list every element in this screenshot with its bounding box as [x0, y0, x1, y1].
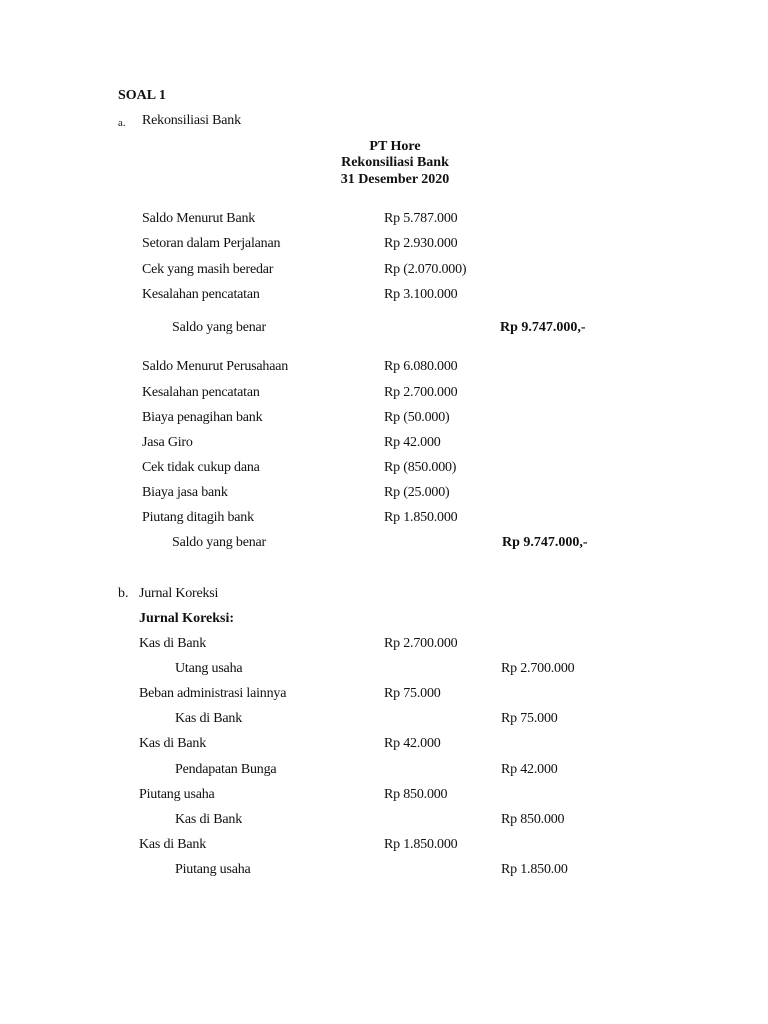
- journal-credit-account: Kas di Bank: [175, 812, 243, 827]
- company-row-amount: Rp 6.080.000: [384, 359, 458, 374]
- bank-row-label: Kesalahan pencatatan: [142, 287, 260, 302]
- journal-debit-amount: Rp 1.850.000: [384, 837, 458, 852]
- company-row-amount: Rp 42.000: [384, 435, 441, 450]
- journal-debit-amount: Rp 42.000: [384, 736, 441, 751]
- company-row-amount: Rp (850.000): [384, 460, 457, 475]
- journal-debit-account: Kas di Bank: [139, 736, 207, 751]
- journal-credit-amount: Rp 2.700.000: [501, 661, 575, 676]
- journal-debit-account: Kas di Bank: [139, 636, 207, 651]
- company-row-label: Jasa Giro: [142, 435, 193, 450]
- company-total-amount: Rp 9.747.000,-: [502, 535, 588, 550]
- bank-total-label: Saldo yang benar: [172, 320, 266, 335]
- company-row-label: Biaya jasa bank: [142, 485, 228, 500]
- company-row-amount: Rp (50.000): [384, 410, 450, 425]
- journal-debit-amount: Rp 850.000: [384, 787, 448, 802]
- section-b-title: Jurnal Koreksi: [139, 586, 219, 601]
- journal-debit-account: Beban administrasi lainnya: [139, 686, 287, 701]
- heading: SOAL 1: [118, 88, 166, 103]
- report-date: 31 Desember 2020: [340, 172, 450, 187]
- bank-row-label: Setoran dalam Perjalanan: [142, 236, 281, 251]
- journal-credit-amount: Rp 850.000: [501, 812, 565, 827]
- journal-credit-amount: Rp 1.850.00: [501, 862, 568, 877]
- company-row-label: Saldo Menurut Perusahaan: [142, 359, 289, 374]
- company-row-label: Kesalahan pencatatan: [142, 385, 260, 400]
- company-row-label: Biaya penagihan bank: [142, 410, 263, 425]
- company-total-label: Saldo yang benar: [172, 535, 266, 550]
- journal-subtitle: Jurnal Koreksi:: [139, 611, 235, 626]
- bank-row-amount: Rp 2.930.000: [384, 236, 458, 251]
- report-title: Rekonsiliasi Bank: [341, 155, 449, 170]
- journal-debit-amount: Rp 75.000: [384, 686, 441, 701]
- journal-debit-account: Piutang usaha: [139, 787, 215, 802]
- journal-credit-amount: Rp 42.000: [501, 762, 558, 777]
- bank-row-amount: Rp (2.070.000): [384, 262, 467, 277]
- company-row-amount: Rp (25.000): [384, 485, 450, 500]
- section-b-marker: b.: [118, 586, 129, 601]
- journal-credit-account: Pendapatan Bunga: [175, 762, 277, 777]
- bank-total-amount: Rp 9.747.000,-: [500, 320, 586, 335]
- bank-row-amount: Rp 5.787.000: [384, 211, 458, 226]
- journal-credit-account: Kas di Bank: [175, 711, 243, 726]
- company-row-label: Piutang ditagih bank: [142, 510, 254, 525]
- section-a-title: Rekonsiliasi Bank: [142, 113, 241, 128]
- journal-debit-amount: Rp 2.700.000: [384, 636, 458, 651]
- journal-credit-amount: Rp 75.000: [501, 711, 558, 726]
- company-row-amount: Rp 1.850.000: [384, 510, 458, 525]
- bank-row-label: Saldo Menurut Bank: [142, 211, 256, 226]
- company-row-label: Cek tidak cukup dana: [142, 460, 260, 475]
- journal-debit-account: Kas di Bank: [139, 837, 207, 852]
- journal-credit-account: Utang usaha: [175, 661, 243, 676]
- company-name: PT Hore: [369, 139, 421, 154]
- bank-row-amount: Rp 3.100.000: [384, 287, 458, 302]
- company-row-amount: Rp 2.700.000: [384, 385, 458, 400]
- journal-credit-account: Piutang usaha: [175, 862, 251, 877]
- section-a-marker: a.: [118, 117, 126, 129]
- bank-row-label: Cek yang masih beredar: [142, 262, 274, 277]
